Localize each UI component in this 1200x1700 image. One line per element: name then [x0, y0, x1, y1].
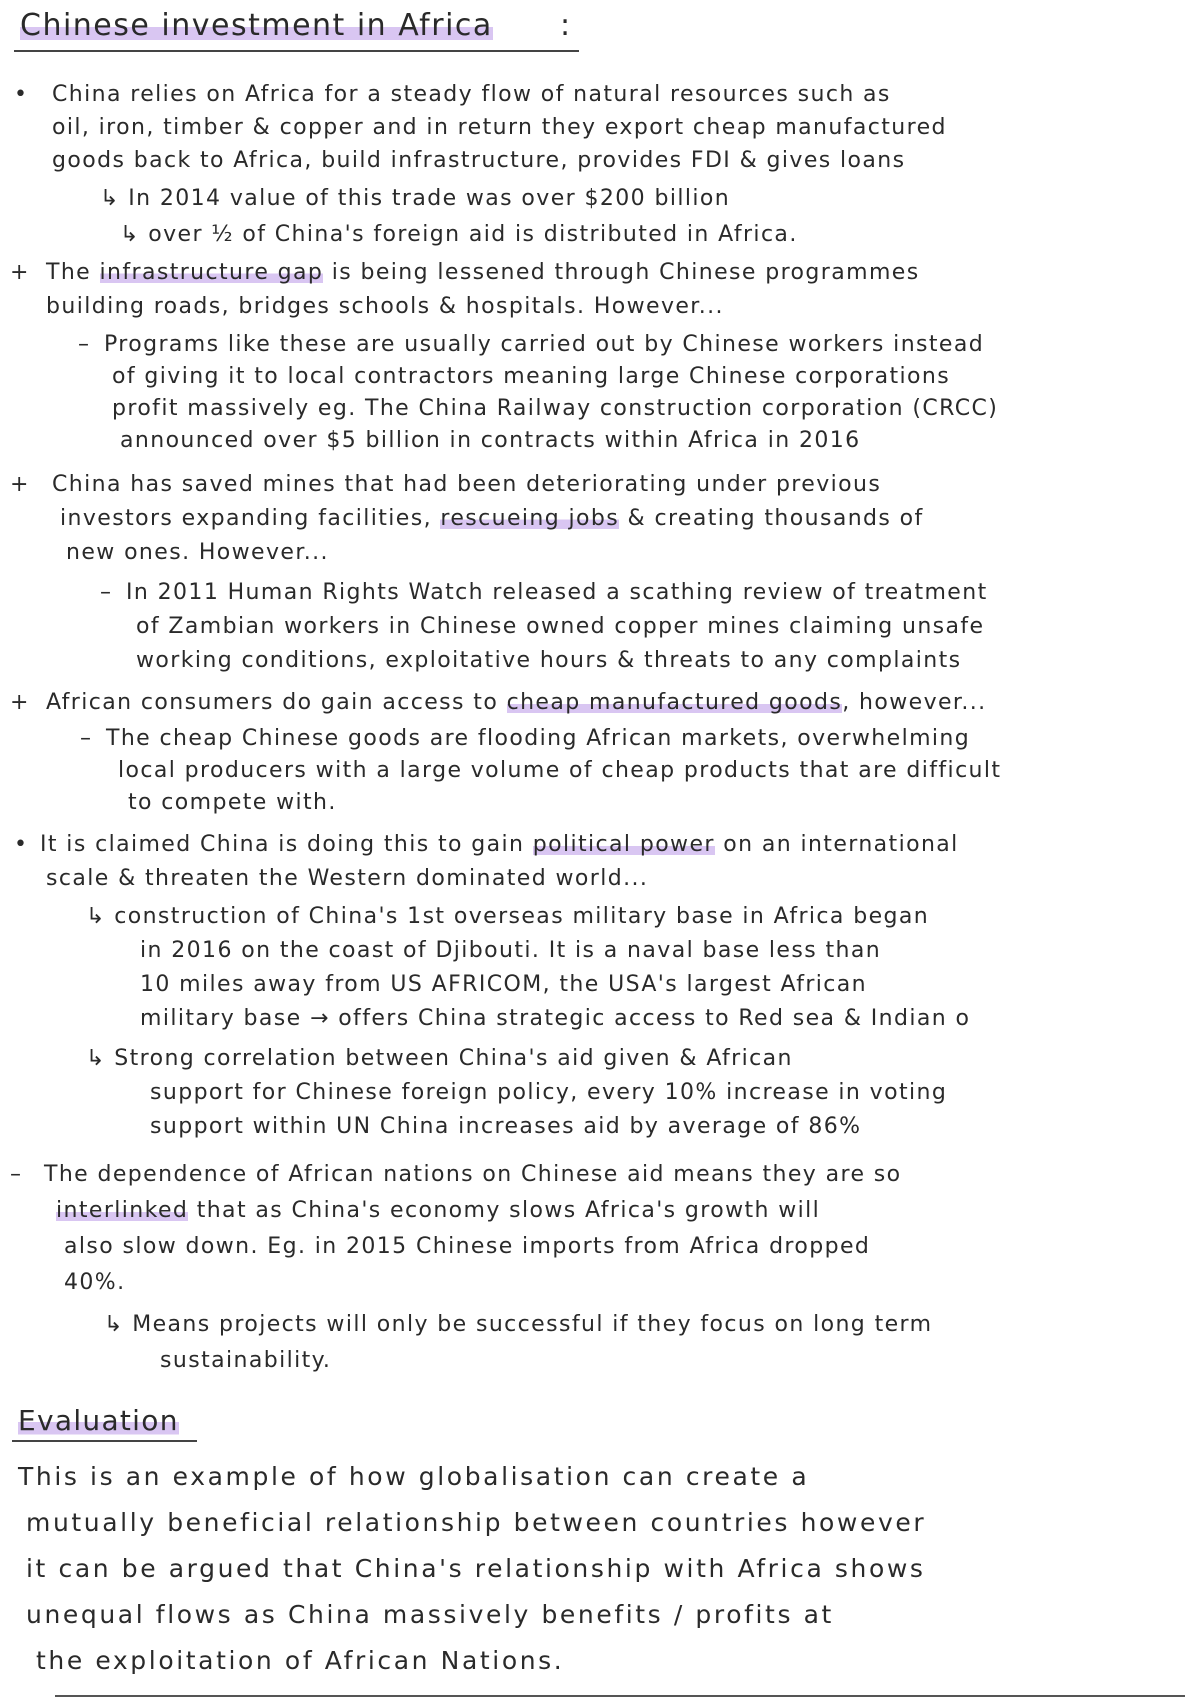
dash-marker: –	[78, 332, 89, 357]
highlight-infrastructure-gap: infrastructure gap	[99, 260, 324, 285]
p6-line-3: also slow down. Eg. in 2015 Chinese imports from Africa dropped	[64, 1234, 871, 1259]
p2-detail-4: announced over $5 billion in contracts within Africa in 2016	[120, 428, 861, 453]
plus-marker: +	[10, 260, 29, 285]
p3-detail-1: In 2011 Human Rights Watch released a scathing review of treatment	[126, 580, 988, 605]
p1-line-3: goods back to Africa, build infrastructure, provides FDI & gives loans	[52, 148, 906, 173]
dash-marker: –	[10, 1162, 21, 1187]
evaluation-underline	[12, 1440, 197, 1442]
p2-detail-3: profit massively eg. The China Railway construction corporation (CRCC)	[112, 396, 999, 421]
p5-line-1: It is claimed China is doing this to gain political power on an international	[40, 832, 959, 857]
p2-detail-1: Programs like these are usually carried out by Chinese workers instead	[104, 332, 985, 357]
dash-marker: –	[80, 726, 91, 751]
highlight-political-power: political power	[532, 832, 715, 857]
p3-line-1: China has saved mines that had been deteriorating under previous	[52, 472, 882, 497]
p1-sub-2: ↳ over ½ of China's foreign aid is distributed in Africa.	[120, 222, 798, 247]
p6-line-2: interlinked that as China's economy slows Africa's growth will	[56, 1198, 821, 1223]
evaluation-line-5: the exploitation of African Nations.	[36, 1646, 565, 1675]
p1-line-1: China relies on Africa for a steady flow of natural resources such as	[52, 82, 891, 107]
p5-line-2: scale & threaten the Western dominated world...	[46, 866, 649, 891]
p4-detail-2: local producers with a large volume of cheap products that are difficult	[118, 758, 1002, 783]
p5-arrow1-line-3: 10 miles away from US AFRICOM, the USA's largest African	[140, 972, 868, 997]
title-text: Chinese investment in Africa	[20, 8, 493, 43]
p2-detail-2: of giving it to local contractors meaning large Chinese corporations	[112, 364, 951, 389]
plus-marker: +	[10, 690, 29, 715]
plus-marker: +	[10, 472, 29, 497]
title-underline	[14, 50, 579, 52]
p3-detail-2: of Zambian workers in Chinese owned copper mines claiming unsafe	[136, 614, 985, 639]
evaluation-line-2: mutually beneficial relationship between countries however	[26, 1508, 927, 1537]
evaluation-line-4: unequal flows as China massively benefits / profits at	[26, 1600, 834, 1629]
p5-arrow2-line-3: support within UN China increases aid by average of 86%	[150, 1114, 862, 1139]
bottom-rule	[55, 1695, 1185, 1697]
title-colon: :	[560, 8, 571, 43]
evaluation-line-1: This is an example of how globalisation can create a	[18, 1462, 810, 1491]
highlight-rescueing-jobs: rescueing jobs	[440, 506, 620, 531]
highlight-interlinked: interlinked	[56, 1198, 189, 1223]
p1-sub-1: ↳ In 2014 value of this trade was over $200 billion	[100, 186, 731, 211]
p5-arrow1-line-2: in 2016 on the coast of Djibouti. It is a naval base less than	[140, 938, 882, 963]
p4-line-1: African consumers do gain access to cheap manufactured goods, however...	[46, 690, 987, 715]
p3-line-3: new ones. However...	[66, 540, 329, 565]
p4-detail-3: to compete with.	[128, 790, 337, 815]
p6-arrow-line-1: ↳ Means projects will only be successful if they focus on long term	[104, 1312, 933, 1337]
p5-arrow1-line-4: military base → offers China strategic access to Red sea & Indian o	[140, 1006, 971, 1031]
p5-arrow2-line-1: ↳ Strong correlation between China's aid given & African	[86, 1046, 793, 1071]
page-title	[20, 8, 493, 43]
highlight-cheap-goods: cheap manufactured goods	[506, 690, 843, 715]
p6-line-1: The dependence of African nations on Chinese aid means they are so	[44, 1162, 902, 1187]
p1-line-2: oil, iron, timber & copper and in return they export cheap manufactured	[52, 115, 947, 140]
p6-line-4: 40%.	[64, 1270, 126, 1295]
p2-line-1: The infrastructure gap is being lessened through Chinese programmes	[46, 260, 920, 285]
dash-marker: –	[100, 580, 111, 605]
p3-detail-3: working conditions, exploitative hours & threats to any complaints	[136, 648, 962, 673]
bullet-marker: •	[14, 832, 27, 857]
p2-line-2: building roads, bridges schools & hospitals. However...	[46, 294, 724, 319]
p5-arrow1-line-1: ↳ construction of China's 1st overseas military base in Africa began	[86, 904, 930, 929]
evaluation-line-3: it can be argued that China's relationship with Africa shows	[26, 1554, 926, 1583]
p3-line-2: investors expanding facilities, rescueing jobs & creating thousands of	[60, 506, 924, 531]
p4-detail-1: The cheap Chinese goods are flooding African markets, overwhelming	[106, 726, 971, 751]
bullet-marker: •	[14, 82, 27, 107]
evaluation-heading: Evaluation	[18, 1404, 179, 1437]
p5-arrow2-line-2: support for Chinese foreign policy, every 10% increase in voting	[150, 1080, 948, 1105]
p6-arrow-line-2: sustainability.	[160, 1348, 332, 1373]
